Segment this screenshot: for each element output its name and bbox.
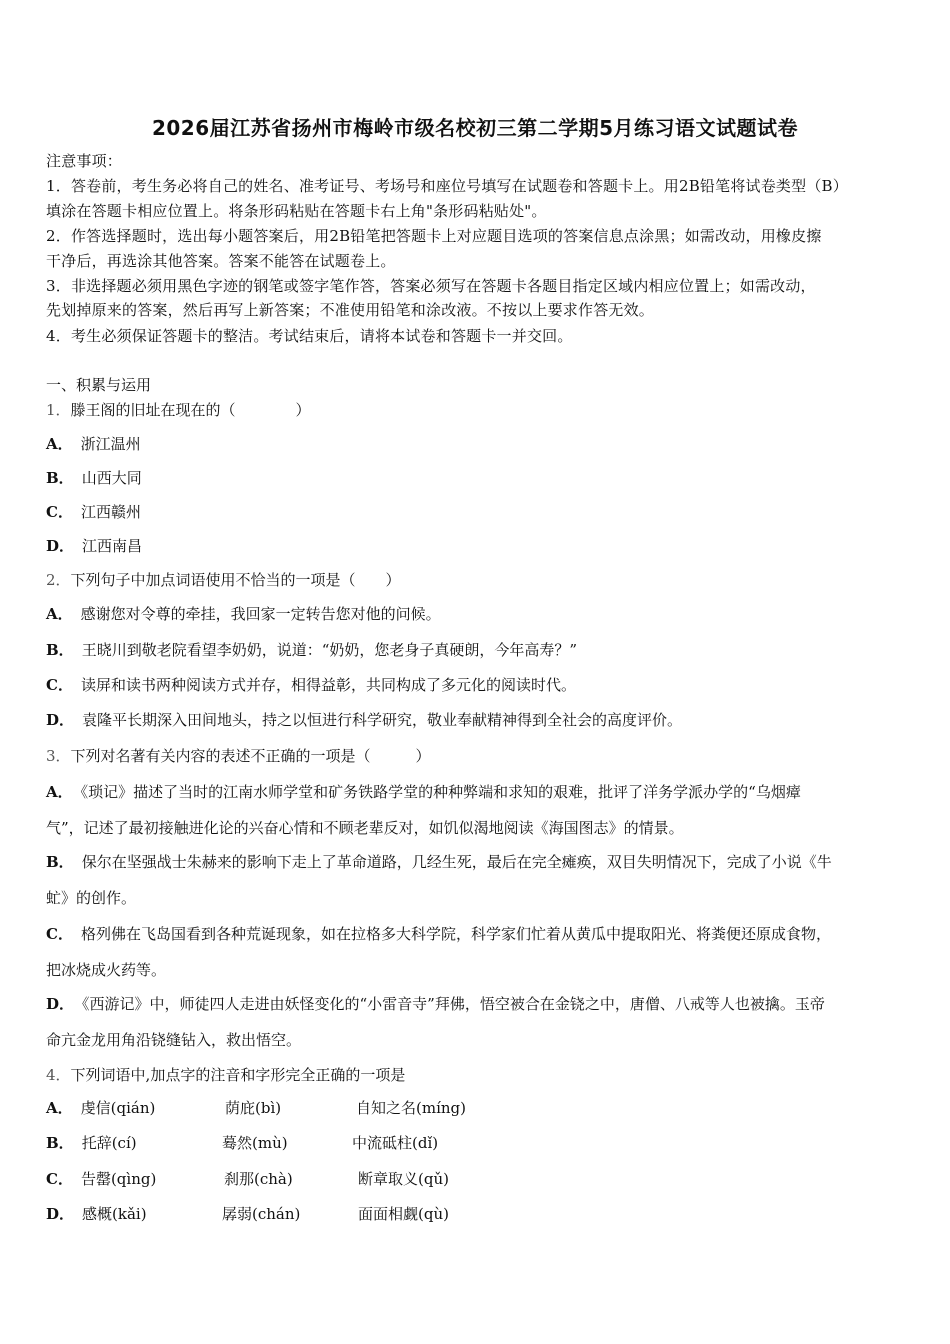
option-d	[46, 536, 142, 556]
word-1: 托辞(cí)	[81, 1134, 137, 1152]
option-label: B．	[46, 1134, 74, 1152]
question-stem: 滕王阁的旧址在现在的（ ）	[70, 401, 311, 419]
question-1	[46, 400, 311, 420]
option-d	[46, 710, 682, 730]
option-text: 王晓川到敬老院看望李奶奶，说道：“奶奶，您老身子真硬朗，今年高寿？”	[81, 641, 578, 659]
option-b-cont: 虻》的创作。	[46, 889, 137, 907]
notice-line: 1．答卷前，考生务必将自己的姓名、准考证号、考场号和座位号填写在试题卷和答题卡上。用2B铅笔将试卷类型（B）	[46, 177, 848, 195]
word-3: 断章取义(qǔ)	[358, 1170, 449, 1188]
option-label: B．	[46, 641, 74, 659]
word-1: 告罄(qìng)	[80, 1170, 157, 1188]
option-label: B．	[46, 469, 74, 487]
question-number: 4．	[46, 1066, 71, 1084]
option-c	[46, 924, 831, 944]
option-d	[46, 1204, 147, 1224]
option-label: C．	[46, 503, 73, 521]
word-1: 虔信(qián)	[80, 1099, 156, 1117]
option-text: 感谢您对令尊的牵挂，我回家一定转告您对他的问候。	[80, 605, 441, 623]
question-number: 3．	[46, 747, 71, 765]
option-text: 江西赣州	[80, 503, 141, 521]
option-c	[46, 502, 141, 522]
option-label: D．	[46, 1205, 75, 1223]
option-text: 格列佛在飞岛国看到各种荒诞现象，如在拉格多大科学院，科学家们忙着从黄瓜中提取阳光、将粪便还原成食物，	[80, 925, 831, 943]
word-2: 荫庇(bì)	[225, 1099, 282, 1117]
option-text: 《西游记》中，师徒四人走进由妖怪变化的“小雷音寺”拜佛，悟空被合在金铙之中，唐僧、八戒等人也被擒。玉帝	[82, 995, 825, 1013]
option-label: A．	[46, 1099, 73, 1117]
question-2	[46, 570, 401, 590]
option-label: B．	[46, 853, 74, 871]
word-1: 感概(kǎi)	[82, 1205, 147, 1223]
option-b	[46, 640, 577, 660]
option-text: 保尔在坚强战士朱赫来的影响下走上了革命道路，几经生死，最后在完全瘫痪，双目失明情况下，完成了小说《牛	[81, 853, 832, 871]
option-label: C．	[46, 1170, 73, 1188]
option-label: A．	[46, 605, 73, 623]
option-a	[46, 1098, 155, 1118]
word-3: 中流砥柱(dǐ)	[352, 1134, 439, 1152]
option-text: 袁隆平长期深入田间地头，持之以恒进行科学研究，敬业奉献精神得到全社会的高度评价。	[82, 711, 683, 729]
option-text: 读屏和读书两种阅读方式并存，相得益彰，共同构成了多元化的阅读时代。	[80, 676, 576, 694]
page-title: 2026届江苏省扬州市梅岭市级名校初三第二学期5月练习语文试题试卷	[151, 116, 799, 140]
word-3: 自知之名(míng)	[356, 1099, 466, 1117]
notice-heading: 注意事项：	[46, 152, 123, 170]
option-label: D．	[46, 537, 75, 555]
notice-line: 4．考生必须保证答题卡的整洁。考试结束后，请将本试卷和答题卡一并交回。	[46, 327, 573, 345]
option-a	[46, 434, 141, 454]
option-label: D．	[46, 995, 75, 1013]
question-stem: 下列句子中加点词语使用不恰当的一项是（ ）	[70, 571, 401, 589]
option-d-cont: 命亢金龙用角沿铙缝钻入，救出悟空。	[46, 1031, 302, 1049]
option-text: 浙江温州	[80, 435, 141, 453]
option-label: A．	[46, 435, 73, 453]
notice-line: 填涂在答题卡相应位置上。将条形码粘贴在答题卡右上角"条形码粘贴处"。	[46, 202, 547, 220]
option-b	[46, 468, 142, 488]
section-heading: 一、积累与运用	[46, 376, 152, 394]
word-2: 蓦然(mù)	[222, 1134, 288, 1152]
option-a	[46, 604, 441, 624]
option-label: C．	[46, 676, 73, 694]
word-3: 面面相觑(qù)	[358, 1205, 449, 1223]
option-text: 《琐记》描述了当时的江南水师学堂和矿务铁路学堂的种种弊端和求知的艰难，批评了洋务学派办学的“乌烟瘴	[80, 783, 801, 801]
option-text: 山西大同	[81, 469, 142, 487]
option-label: A．	[46, 783, 73, 801]
option-label: C．	[46, 925, 73, 943]
notice-line: 先划掉原来的答案，然后再写上新答案；不准使用铅笔和涂改液。不按以上要求作答无效。	[46, 301, 655, 319]
question-stem: 下列词语中,加点字的注音和字形完全正确的一项是	[70, 1066, 406, 1084]
question-number: 2．	[46, 571, 71, 589]
notice-line: 3．非选择题必须用黑色字迹的钢笔或签字笔作答，答案必须写在答题卡各题目指定区域内相应位置上；如需改动，	[46, 277, 816, 295]
notice-line: 2．作答选择题时，选出每小题答案后，用2B铅笔把答题卡上对应题目选项的答案信息点涂黑；如需改动，用橡皮擦	[46, 227, 822, 245]
option-c	[46, 675, 576, 695]
option-b	[46, 852, 832, 872]
notice-line: 干净后，再选涂其他答案。答案不能答在试题卷上。	[46, 252, 396, 270]
option-label: D．	[46, 711, 75, 729]
word-2: 孱弱(chán)	[222, 1205, 301, 1223]
option-a	[46, 782, 801, 802]
option-a-cont: 气”，记述了最初接触进化论的兴奋心情和不顾老辈反对，如饥似渴地阅读《海国图志》的情景。	[46, 819, 684, 837]
question-stem: 下列对名著有关内容的表述不正确的一项是（ ）	[70, 747, 431, 765]
option-b	[46, 1133, 137, 1153]
word-2: 刹那(chà)	[224, 1170, 293, 1188]
question-4	[46, 1065, 405, 1085]
option-d	[46, 994, 825, 1014]
option-text: 江西南昌	[82, 537, 143, 555]
question-number: 1．	[46, 401, 71, 419]
option-c	[46, 1169, 156, 1189]
option-c-cont: 把冰烧成火药等。	[46, 961, 167, 979]
question-3	[46, 746, 431, 766]
